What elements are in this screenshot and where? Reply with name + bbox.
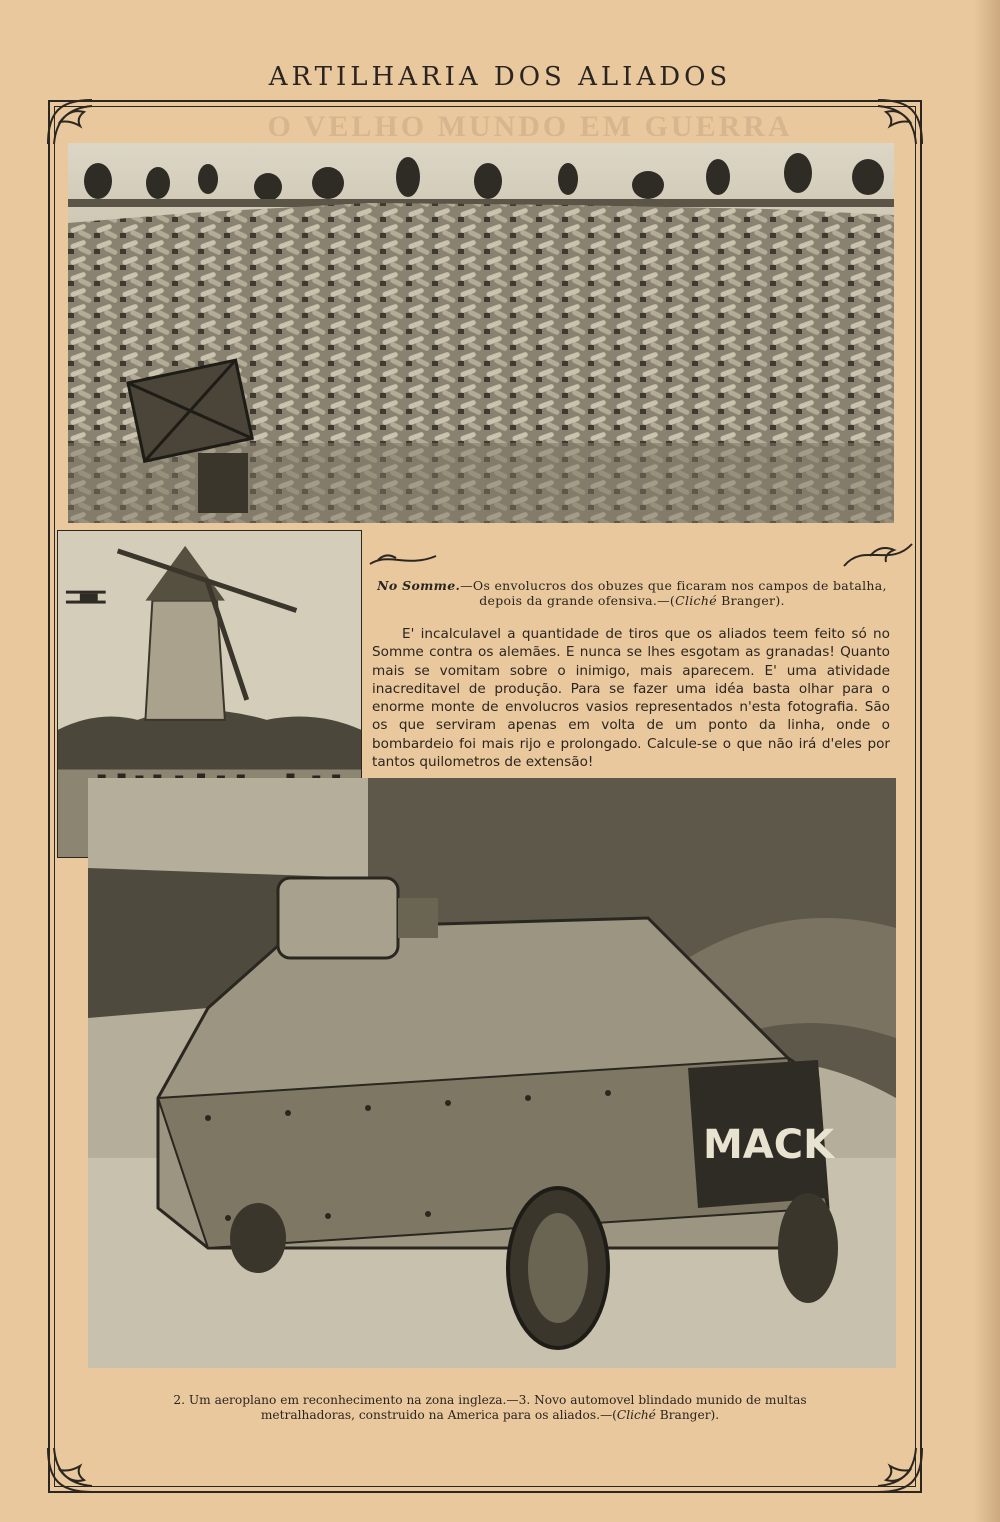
caption-lead: No Somme. (377, 578, 461, 593)
corner-ornament-bottom-right-icon (870, 1440, 930, 1500)
caption-bottom-credit: Cliché (616, 1408, 656, 1422)
caption-credit-name: Branger). (716, 593, 785, 608)
photo-armoured-car (88, 778, 896, 1368)
page-spine-shadow (974, 0, 1000, 1522)
page-title: ARTILHARIA DOS ALIADOS (268, 62, 732, 92)
flourish-right-icon (840, 538, 916, 572)
caption-shell-casings (372, 578, 892, 608)
article-paragraph: E' incalculavel a quantidade de tiros que os aliados teem feito só no Somme contra os alemães. E nunca se lhes esgotam as granadas! Quanto mais se vomitam sobre o inimigo, mais aparecem. E' uma atividade inacreditavel de produção. Para se fazer uma idéa basta olhar para o enorme monte de envolucros vasios representados n'esta fotografia. São os que serviram apenas em volta de um ponto da linha, onde o bombardeio foi mais rijo e prolongado. Calcule-se o que não irá d'eles por tantos quilometros de extensão! (372, 626, 890, 771)
bleed-through-text: O VELHO MUNDO EM GUERRA (267, 110, 793, 143)
photo-shell-casings (68, 143, 894, 523)
caption-bottom-text: 2. Um aeroplano em reconhecimento na zona ingleza.—3. Novo automovel blindado munido de multas metralhadoras, construido na America para os aliados.—( (173, 1393, 807, 1422)
caption-text: —Os envolucros dos obuzes que ficaram nos campos de batalha, depois da grande ofensiva.—( (460, 578, 887, 608)
tank-label: MACK (703, 1122, 835, 1168)
caption-photos-2-3 (130, 1393, 850, 1423)
article-body (372, 625, 890, 771)
caption-credit: Cliché (675, 593, 717, 608)
caption-bottom-credit-name: Branger). (655, 1408, 720, 1422)
flourish-left-icon (368, 548, 438, 570)
corner-ornament-bottom-left-icon (40, 1440, 100, 1500)
